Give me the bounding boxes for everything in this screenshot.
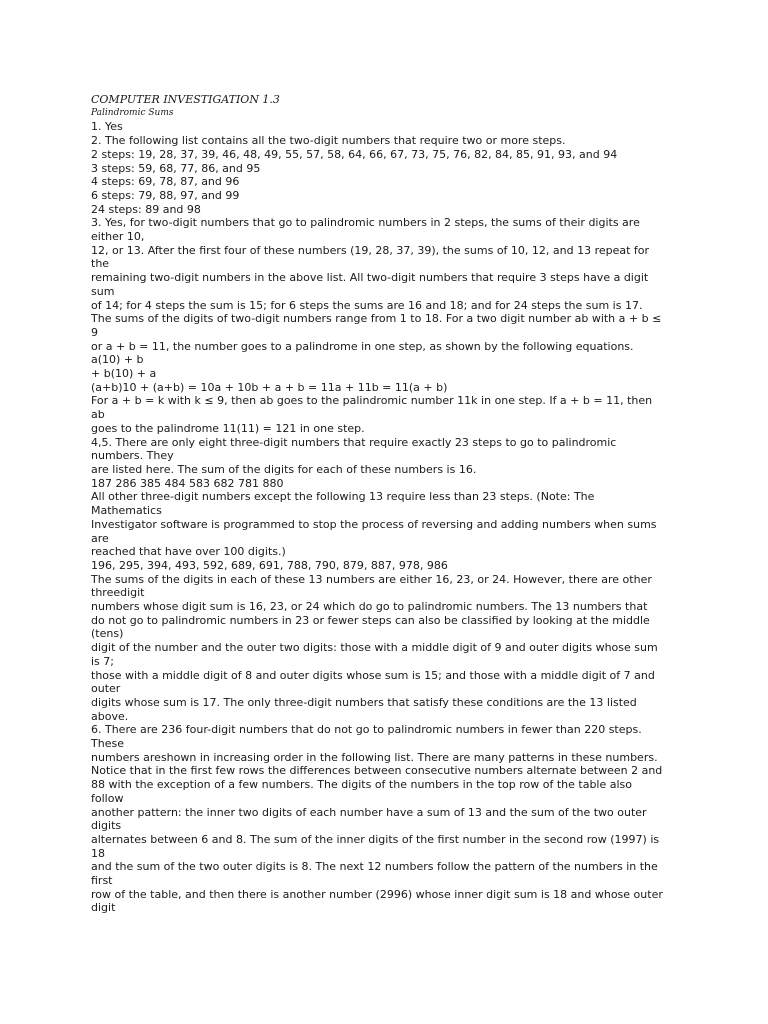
text-line: 187 286 385 484 583 682 781 880	[91, 476, 284, 490]
text-line: (tens)	[91, 627, 124, 641]
text-line: 2 steps: 19, 28, 37, 39, 46, 48, 49, 55, 57, 58, 64, 66, 67, 73, 75, 76, 82, 84, 85, 91, 93, and 94	[91, 147, 618, 161]
text-line: threedigit	[91, 586, 145, 600]
text-line: 4 steps: 69, 78, 87, and 96	[91, 175, 240, 189]
document-subtitle: Palindromic Sums	[91, 107, 174, 118]
text-line: is 7;	[91, 654, 114, 668]
text-line: digits	[91, 819, 122, 833]
text-line: or a + b = 11, the number goes to a palindrome in one step, as shown by the following equations.	[91, 339, 634, 353]
text-line: All other three-digit numbers except the following 13 require less than 23 steps. (Note: The	[91, 490, 595, 504]
text-line: numbers areshown in increasing order in the following list. There are many patterns in these numbers.	[91, 750, 658, 764]
text-line: alternates between 6 and 8. The sum of the inner digits of the first number in the second row (1997) is	[91, 832, 660, 846]
text-line: digit of the number and the outer two digits: those with a middle digit of 9 and outer digits whose sum	[91, 641, 658, 655]
text-line: 9	[91, 325, 98, 339]
text-line: and the sum of the two outer digits is 8. The next 12 numbers follow the pattern of the numbers in the	[91, 860, 658, 874]
document-body	[91, 120, 683, 915]
text-line: Investigator software is programmed to stop the process of reversing and adding numbers when sums	[91, 517, 657, 531]
document-title: COMPUTER INVESTIGATION 1.3	[91, 93, 280, 106]
text-line: 196, 295, 394, 493, 592, 689, 691, 788, 790, 879, 887, 978, 986	[91, 558, 448, 572]
text-line: 88 with the exception of a few numbers. The digits of the numbers in the top row of the table also	[91, 778, 632, 792]
text-line: either 10,	[91, 230, 145, 244]
text-line: numbers. They	[91, 449, 174, 463]
text-line: (a+b)10 + (a+b) = 10a + 10b + a + b = 11a + 11b = 11(a + b)	[91, 380, 448, 394]
text-line: 6. There are 236 four-digit numbers that do not go to palindromic numbers in fewer than 220 steps.	[91, 723, 642, 737]
text-line: 3 steps: 59, 68, 77, 86, and 95	[91, 161, 261, 175]
text-line: digit	[91, 901, 116, 915]
text-line: sum	[91, 284, 115, 298]
text-line: 2. The following list contains all the two-digit numbers that require two or more steps.	[91, 134, 566, 148]
text-line: first	[91, 874, 113, 888]
text-line: goes to the palindrome 11(11) = 121 in one step.	[91, 421, 365, 435]
text-line: + b(10) + a	[91, 367, 157, 381]
text-line: remaining two-digit numbers in the above list. All two-digit numbers that require 3 steps have a digit	[91, 271, 649, 285]
text-line: 24 steps: 89 and 98	[91, 202, 201, 216]
text-line: ab	[91, 408, 105, 422]
text-line: The sums of the digits of two-digit numbers range from 1 to 18. For a two digit number ab with a + b ≤	[91, 312, 662, 326]
text-line: row of the table, and then there is another number (2996) whose inner digit sum is 18 and whose outer	[91, 887, 663, 901]
text-line: For a + b = k with k ≤ 9, then ab goes to the palindromic number 11k in one step. If a + b = 11, then	[91, 394, 653, 408]
text-line: reached that have over 100 digits.)	[91, 545, 286, 559]
text-line: outer	[91, 682, 121, 696]
text-line: another pattern: the inner two digits of each number have a sum of 13 and the sum of the two outer	[91, 805, 647, 819]
text-line: those with a middle digit of 8 and outer digits whose sum is 15; and those with a middle digit of 7 and	[91, 668, 655, 682]
text-line: a(10) + b	[91, 353, 144, 367]
text-line: Mathematics	[91, 504, 162, 518]
text-line: above.	[91, 709, 129, 723]
text-line: numbers whose digit sum is 16, 23, or 24 which do go to palindromic numbers. The 13 numbers that	[91, 600, 648, 614]
text-line: 6 steps: 79, 88, 97, and 99	[91, 188, 240, 202]
text-line: The sums of the digits in each of these 13 numbers are either 16, 23, or 24. However, there are other	[91, 572, 652, 586]
text-line: do not go to palindromic numbers in 23 or fewer steps can also be classified by looking at the middle	[91, 613, 650, 627]
text-line: 3. Yes, for two-digit numbers that go to palindromic numbers in 2 steps, the sums of their digits are	[91, 216, 640, 230]
text-line: Notice that in the first few rows the differences between consecutive numbers alternate between 2 and	[91, 764, 663, 778]
document-page	[91, 93, 683, 915]
text-line: 4,5. There are only eight three-digit numbers that require exactly 23 steps to go to palindromic	[91, 435, 617, 449]
text-line: 12, or 13. After the first four of these numbers (19, 28, 37, 39), the sums of 10, 12, and 13 repeat for	[91, 243, 650, 257]
text-line: digits whose sum is 17. The only three-digit numbers that satisfy these conditions are the 13 listed	[91, 695, 637, 709]
text-line: are	[91, 531, 109, 545]
text-line: These	[91, 737, 124, 751]
text-line: of 14; for 4 steps the sum is 15; for 6 steps the sums are 16 and 18; and for 24 steps the sum is 17.	[91, 298, 643, 312]
text-line: are listed here. The sum of the digits for each of these numbers is 16.	[91, 462, 477, 476]
text-line: 18	[91, 846, 105, 860]
text-line: follow	[91, 791, 124, 805]
text-line: the	[91, 257, 110, 271]
text-line: 1. Yes	[91, 120, 123, 134]
